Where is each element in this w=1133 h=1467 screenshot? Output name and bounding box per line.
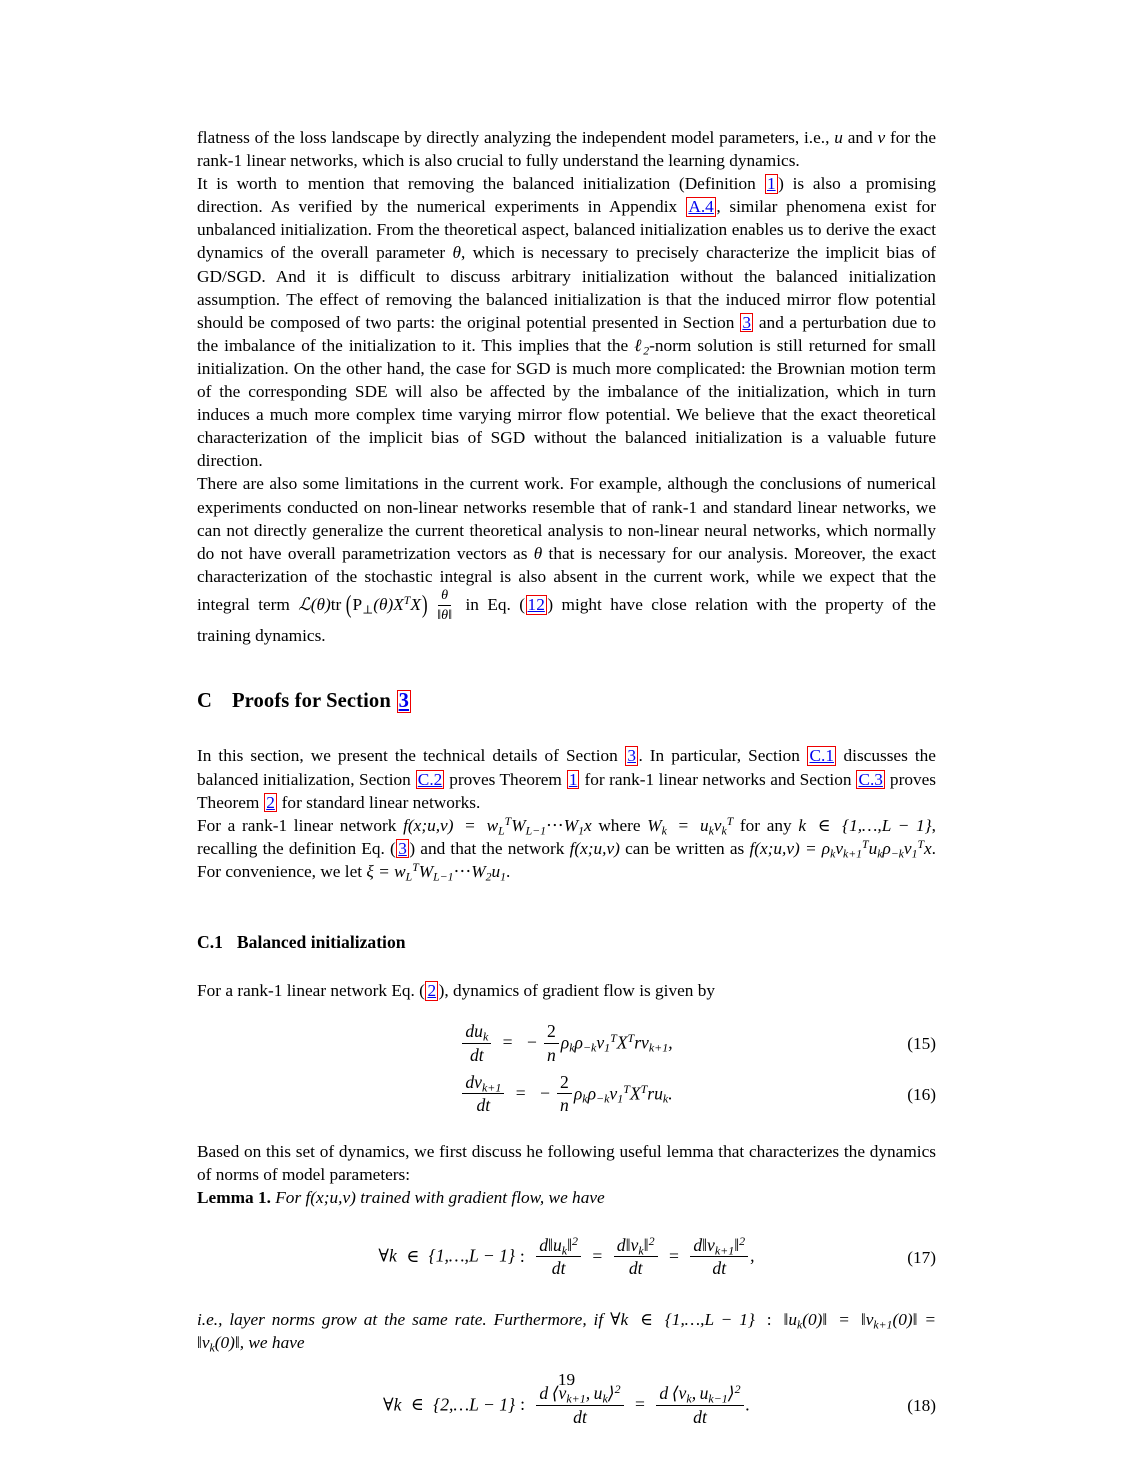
paragraph-text: , we have xyxy=(239,1332,305,1352)
link-appendix-a4[interactable]: A.4 xyxy=(688,197,714,217)
paragraph-text: , recalling the definition Eq. ( xyxy=(197,815,936,858)
link-eq-2[interactable]: 2 xyxy=(427,981,437,1000)
math-ell-2: ℓ$_2$ xyxy=(634,335,650,358)
section-title: Proofs for Section xyxy=(231,690,391,713)
link-section-c2[interactable]: C.2 xyxy=(417,769,443,789)
paragraph-text: ) is also a promising direction. As verified by the numerical experiments in Appendix xyxy=(197,174,936,217)
math-f-x-u-v-2: f(x;u,v) xyxy=(569,838,620,858)
math-f-x-u-v-3: f(x;u,v) xyxy=(305,1188,356,1208)
equation-17 xyxy=(197,1235,936,1280)
paragraph-text: , which is necessary to precisely characterize the implicit bias of GD/SGD. And it is difficult to discuss arbitrary initialization without the balanced initialization assumption. The effect of removing the balanced initialization is that the induced mirror flow potential should be composed of two parts: the original potential presented in Section xyxy=(197,243,936,332)
section-number: C xyxy=(197,690,212,713)
lemma-1 xyxy=(197,1186,936,1209)
paragraph-text: . In particular, Section xyxy=(638,746,800,766)
paragraph-text: For a rank-1 linear network Eq. ( xyxy=(197,981,425,1000)
paragraph-limitations xyxy=(197,472,936,647)
paragraph-rank1-definition: For a rank-1 linear network f(x;u,v) = $w_L^TW_{L-1}\cdot\cdot\cdot W_1x$ where $W_k = u_kv_k^T$ for any k ∈ {1,…,L − 1}, recalling the definition Eq. ( 3 ) and that the network f(x;u,v) can be written as f(x;u,v) = $\rho_kv_{k+1}^Tu_k\rho_{-k}v_1^Tx$. For convenience, we let $\xi = w_L^TW_{L-1}\cdot\cdot\cdot W_2u_1$. xyxy=(197,814,936,884)
link-section-3-heading[interactable]: 3 xyxy=(398,690,410,713)
paragraph-text-cont: for the rank-1 linear networks, which is also crucial to fully understand the learning dynamics. xyxy=(197,128,937,171)
paragraph-text: where xyxy=(598,815,641,835)
paragraph-text: . For convenience, we let xyxy=(197,838,936,881)
paragraph-gradient-flow-intro xyxy=(197,979,936,1002)
link-theorem-1[interactable]: 1 xyxy=(568,769,578,789)
paragraph-layer-norms: i.e., layer norms grow at the same rate. Furthermore, if ∀k ∈ {1,…,L − 1} : $‖u_k(0)‖$ = $‖v_{k+1}(0)‖$ = $‖v_k(0)‖$, we have xyxy=(197,1309,937,1355)
paragraph-lemma-intro xyxy=(197,1140,936,1186)
link-definition-1[interactable]: 1 xyxy=(766,174,776,194)
math-norm-vk1-vk: $‖v_{k+1}(0)‖$ = $‖v_k(0)‖$ xyxy=(197,1309,937,1355)
paragraph-text: There are also some limitations in the current work. For example, although the conclusions of numerical experiments conducted on non-linear networks resemble that of rank-1 and standard linear networks, we can not directly generalize the current theoretical analysis to non-linear neural networks, which normally do not have overall parametrization vectors as xyxy=(197,474,936,563)
equation-16-body: $\frac{dv_{k+1}}{dt}$ = − $\frac{2}{n}$ $\rho_k\rho_{-k}v_1^TX^Tru_k$. xyxy=(460,1073,672,1118)
math-integral-term: ℒ(θ)tr $(P_\perp(\theta)X^TX)$ $\frac{\theta}{‖\theta‖}$ xyxy=(298,587,453,623)
page-number: 19 xyxy=(557,1370,576,1389)
equation-block-18 xyxy=(197,1354,936,1429)
math-norm-uk0: $‖u_k(0)‖$ xyxy=(783,1309,828,1332)
equation-number-16: (16) xyxy=(907,1084,936,1104)
paragraph-section-overview xyxy=(197,744,936,813)
paragraph-text: Based on this set of dynamics, we first discuss he following useful lemma that characterizes the dynamics of norms of model parameters: xyxy=(197,1142,936,1185)
paragraph-text: flatness of the loss landscape by directly analyzing the independent model parameters, i.e., xyxy=(197,128,830,147)
math-v: v xyxy=(877,128,886,147)
link-section-3[interactable]: 3 xyxy=(742,312,751,332)
paragraph-text: ) and that the network xyxy=(409,838,565,858)
math-wl-prod: $w_L^TW_{L-1}\cdot\cdot\cdot W_1x$ xyxy=(486,814,592,837)
link-eq-12[interactable]: 12 xyxy=(527,595,545,615)
equation-block-15-16 xyxy=(197,1002,936,1117)
paragraph-text: ), dynamics of gradient flow is given by xyxy=(438,981,716,1000)
link-section-3b[interactable]: 3 xyxy=(627,746,636,766)
equation-number-18: (18) xyxy=(907,1396,936,1416)
math-forall-k: ∀k xyxy=(610,1309,629,1329)
math-set-1-to-L-1: {1,…,L − 1} xyxy=(842,815,932,835)
paragraph-text: i.e., layer norms grow at the same rate. Furthermore, if xyxy=(197,1309,604,1329)
subsection-heading-c1 xyxy=(197,932,936,953)
math-set-1-L-1: {1,…,L − 1} xyxy=(664,1309,755,1329)
equation-number-15: (15) xyxy=(907,1034,936,1054)
equation-18-body: ∀k ∈ {2,…L − 1} : $\frac{d ⟨v_{k+1}, u_k⟩^2}{dt}$ = $\frac{d ⟨v_k, u_{k-1}⟩^2}{dt}$ . xyxy=(382,1381,751,1427)
equation-block-17 xyxy=(197,1209,936,1280)
subsection-title: Balanced initialization xyxy=(236,932,406,952)
lemma-label: Lemma 1. xyxy=(197,1188,271,1208)
paragraph-text: discusses the balanced initialization, Section xyxy=(197,746,936,789)
paragraph-text: For a rank-1 linear network xyxy=(197,815,397,835)
math-k: k xyxy=(798,815,807,835)
paragraph-text: in Eq. ( xyxy=(465,595,526,615)
paragraph-text: that is necessary for our analysis. Moreover, the exact characterization of the stochastic integral is also absent in the current work, while we expect that the integral term xyxy=(197,543,936,615)
paragraph-text: In this section, we present the technical details of Section xyxy=(197,746,618,766)
math-theta: θ xyxy=(533,543,543,563)
lemma-text-cont: trained with gradient flow, we have xyxy=(360,1188,605,1208)
equation-15-body: $\frac{du_k}{dt}$ = − $\frac{2}{n}$ $\rho_k\rho_{-k}v_1^TX^Trv_{k+1}$, xyxy=(460,1022,672,1067)
paragraph-text: can be written as xyxy=(625,838,745,858)
math-wk: $W_k$ xyxy=(647,815,667,837)
paragraph-text: for standard linear networks. xyxy=(281,792,481,812)
equation-number-17: (17) xyxy=(907,1247,936,1267)
link-eq-3[interactable]: 3 xyxy=(398,838,407,858)
lemma-text: For xyxy=(275,1188,302,1208)
paragraph-removing-balanced-init xyxy=(197,172,936,472)
paragraph-text: ) might have close relation with the property of the training dynamics. xyxy=(197,595,936,646)
link-theorem-2[interactable]: 2 xyxy=(266,792,275,812)
subsection-number: C.1 xyxy=(197,932,223,952)
math-xi-def: $\xi = w_L^TW_{L-1}\cdot\cdot\cdot W_2u_1$ xyxy=(366,860,507,884)
paragraph-text: for rank-1 linear networks and Section xyxy=(584,769,852,789)
math-u: u xyxy=(834,128,843,147)
math-uk-vk: $u_kv_k^T$ xyxy=(699,814,734,837)
paper-page-content xyxy=(197,126,936,1429)
math-f-expansion: f(x;u,v) = $\rho_kv_{k+1}^Tu_k\rho_{-k}v_1^Tx$ xyxy=(749,837,932,861)
paragraph-text: , similar phenomena exist for unbalanced initialization. From the theoretical aspect, balanced initialization enables us to derive the exact dynamics of the overall parameter xyxy=(197,197,937,263)
paragraph-text: -norm solution is still returned for small initialization. On the other hand, the case for SGD is much more complicated: the Brownian motion term of the corresponding SDE will also be affected by the imbalance of the initialization, which in turn induces a much more complex time varying mirror flow potential. We believe that the exact theoretical characterization of the implicit bias of SGD without the balanced initialization is a valuable future direction. xyxy=(197,335,936,471)
equation-18 xyxy=(197,1381,936,1429)
paragraph-text: for any xyxy=(739,815,792,835)
equation-17-body: ∀k ∈ {1,…,L − 1} : $\frac{d‖u_k‖^2}{dt}$ = $\frac{d‖v_k‖^2}{dt}$ = $\frac{d‖v_{k+1}‖^2}{dt}$ , xyxy=(378,1233,755,1279)
paragraph-flatness xyxy=(197,126,936,172)
paragraph-text: proves Theorem xyxy=(449,769,562,789)
math-f-x-u-v: f(x;u,v) xyxy=(403,815,454,835)
section-heading-c xyxy=(197,690,936,713)
paragraph-text: and a perturbation due to the imbalance of the initialization to it. This implies that the xyxy=(197,312,936,355)
link-section-c1[interactable]: C.1 xyxy=(809,746,834,766)
math-theta: θ xyxy=(452,243,461,263)
paragraph-text: proves Theorem xyxy=(197,769,936,812)
equation-16 xyxy=(197,1073,936,1118)
link-section-c3[interactable]: C.3 xyxy=(858,769,883,789)
equation-15 xyxy=(197,1022,936,1067)
paragraph-text: It is worth to mention that removing the balanced initialization (Definition xyxy=(197,174,756,194)
conjunction-and: and xyxy=(847,128,873,147)
